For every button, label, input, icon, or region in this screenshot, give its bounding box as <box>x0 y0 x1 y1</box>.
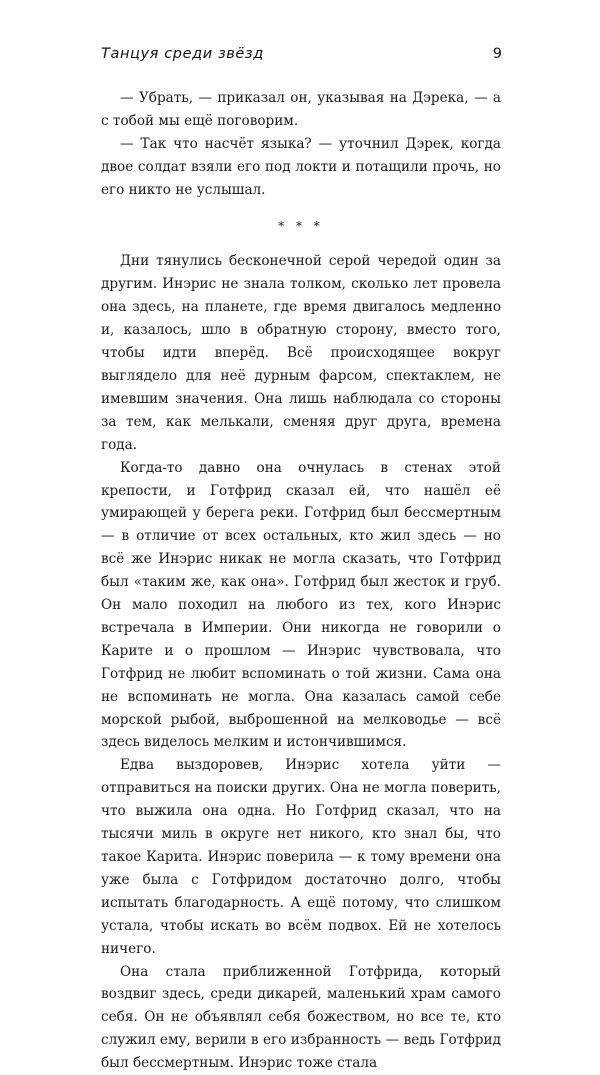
paragraph: — Убрать, — приказал он, указывая на Дэрека, — а с тобой мы ещё поговорим. <box>101 90 501 129</box>
page-number: 9 <box>492 46 502 62</box>
paragraph: Она стала приближенной Готфрида, который воздвиг здесь, среди дикарей, маленький храм самого себя. Он не объявлял себя божеством, но все те, кто служил ему, верили в его избранность — ведь Готфрид был бессмертным. Инэрис тоже стала <box>101 963 501 1072</box>
paragraph: — Так что насчёт языка? — уточнил Дэрек, когда двое солдат взяли его под локти и потащили прочь, но его никто не услышал. <box>101 135 501 198</box>
running-header <box>101 46 502 62</box>
section-separator: * * * <box>278 218 324 233</box>
running-title: Танцуя среди звёзд <box>101 46 264 62</box>
paragraph: Едва выздоровев, Инэрис хотела уйти — отправиться на поиски других. Она не могла поверить, что выжила она одна. Но Готфрид сказал, что на тысячи миль в округе нет никого, кто знал бы, что такое Карита. Инэрис поверила — к тому времени она уже была с Готфридом достаточно долго, чтобы испытать благодарность. А ещё потому, что слишком устала, чтобы искать во всём подвох. Ей не хотелось ничего. <box>101 757 501 957</box>
paragraph: Когда-то давно она очнулась в стенах этой крепости, и Готфрид сказал ей, что нашёл её умирающей у берега реки. Готфрид был бессмертным — в отличие от всех остальных, кто жил здесь — но всё же Инэрис никак не могла сказать, что Готфрид был «таким же, как она». Готфрид был жесток и груб. Он мало походил на любого из тех, кого Инэрис встречала в Империи. Они никогда не говорили о Карите и о прошлом — Инэрис чувствовала, что Готфрид не любит вспоминать о той жизни. Сама она не вспоминать не могла. Она казалась самой себе морской рыбой, выброшенной на мелководье — всё здесь виделось мелким и истончившимся. <box>101 459 501 751</box>
body-text <box>101 87 501 1075</box>
paragraph: Дни тянулись бесконечной серой чередой один за другим. Инэрис не знала толком, сколько лет провела она здесь, на планете, где время двигалось медленно и, казалось, шло в обратную сторону, вместо того, чтобы идти вперёд. Всё происходящее вокруг выглядело для неё дурным фарсом, спектаклем, не имевшим значения. Она лишь наблюдала со стороны за тем, как мелькали, сменяя друг друга, времена года. <box>101 253 501 453</box>
